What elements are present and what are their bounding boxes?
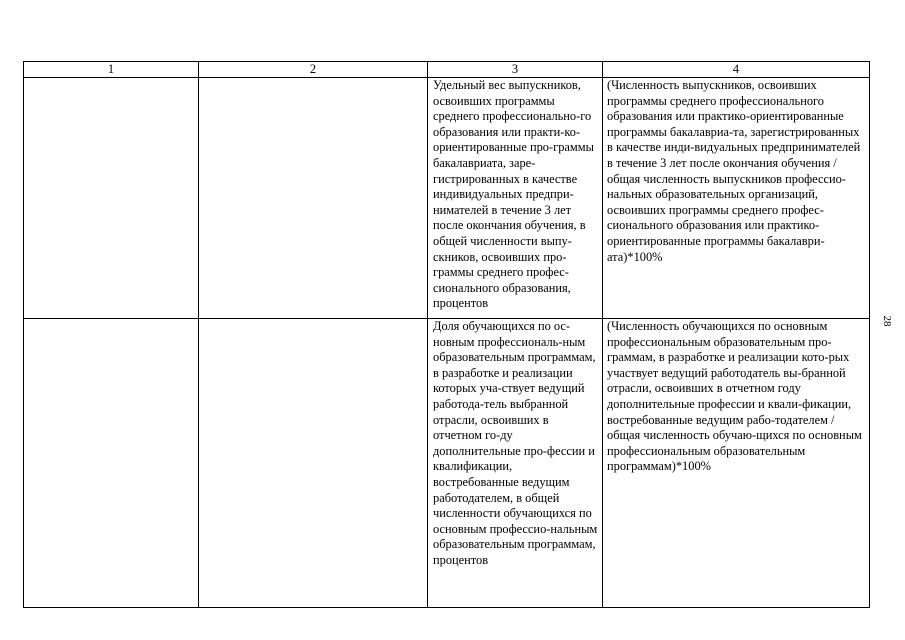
indicator-formula-cell: (Численность выпускников, освоивших программы среднего профессионального образования или практико-ориентированные программы бакалавриа-та, зарегистрированных в качестве инди-видуальных предпринимателей в течение 3 лет после окончания обучения / общая численность выпускников профессио-нальных образовательных организаций, освоивших программы среднего профес-сионального образования или практико-ориентированные программы бакалаври-ата)*100% xyxy=(603,78,870,319)
row1-col1-cell xyxy=(24,78,199,319)
header-col-1: 1 xyxy=(24,62,199,78)
row1-col2-cell xyxy=(199,78,428,319)
indicator-name-cell: Доля обучающихся по ос-новным профессиональ-ным образовательным программам, в разработке и реализации которых уча-ствует ведущий работода-тель выбранной отрасли, освоивших в отчетном го-ду дополнительные про-фессии и квалификации, востребованные ведущим работодателем, в общей численности обучающихся по основным профессио-нальным образовательным программам, процентов xyxy=(428,319,603,608)
row2-col2-cell xyxy=(199,319,428,608)
header-col-3: 3 xyxy=(428,62,603,78)
indicator-formula-cell: (Численность обучающихся по основным профессиональным образовательным про-граммам, в разработке и реализации кото-рых участвует ведущий работодатель вы-бранной отрасли, освоивших в отчетном году дополнительные профессии и квали-фикации, востребованные ведущим рабо-тодателем / общая численность обучаю-щихся по основным профессиональным образовательным программам)*100% xyxy=(603,319,870,608)
indicators-table xyxy=(23,61,870,608)
indicator-name-cell: Удельный вес выпускников, освоивших программы среднего профессионально-го образования или практи-ко-ориентированные про-граммы бакалавриата, заре-гистрированных в качестве индивидуальных предпри-нимателей в течение 3 лет после окончания обучения, в общей численности выпу-скников, освоивших про-граммы среднего профес-сионального образования, процентов xyxy=(428,78,603,319)
row2-col1-cell xyxy=(24,319,199,608)
table-row xyxy=(24,78,870,319)
page-number: 28 xyxy=(881,315,893,327)
header-row xyxy=(24,62,870,78)
header-col-2: 2 xyxy=(199,62,428,78)
table-row xyxy=(24,319,870,608)
header-col-4: 4 xyxy=(603,62,870,78)
